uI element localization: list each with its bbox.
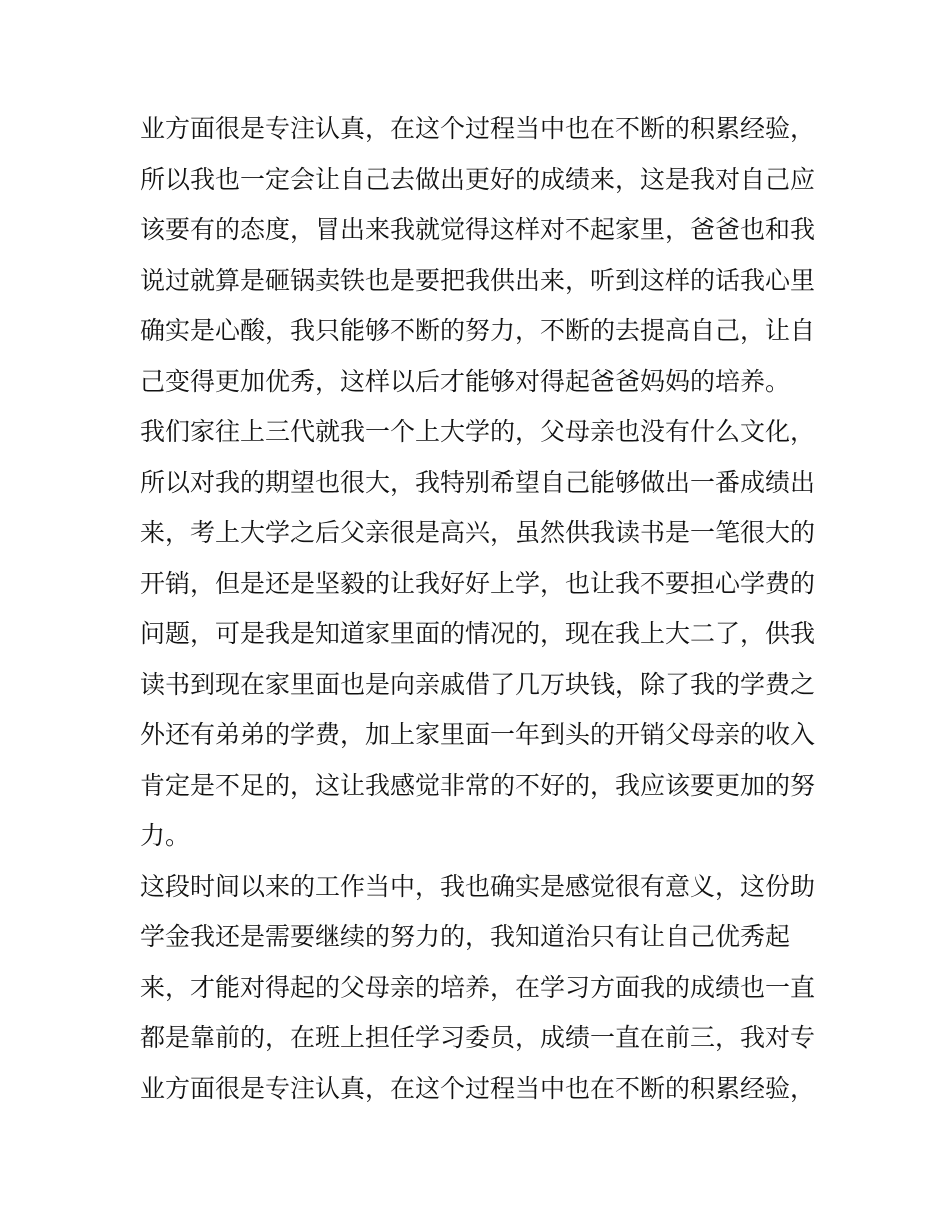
text-line: 来，考上大学之后父亲很是高兴，虽然供我读书是一笔很大的	[140, 518, 816, 547]
text-line: 所以对我的期望也很大，我特别希望自己能够做出一番成绩出	[140, 467, 816, 497]
text-line: 学金我还是需要继续的努力的，我知道治只有让自己优秀起	[140, 922, 791, 951]
text-line: 该要有的态度，冒出来我就觉得这样对不起家里，爸爸也和我	[140, 215, 816, 244]
text-line: 都是靠前的，在班上担任学习委员，成绩一直在前三，我对专	[140, 1023, 816, 1052]
text-line: 力。	[140, 821, 191, 850]
text-line: 说过就算是砸锅卖铁也是要把我供出来，听到这样的话我心里	[140, 265, 816, 295]
text-line: 肯定是不足的，这让我感觉非常的不好的，我应该要更加的努	[140, 770, 816, 800]
text-line: 来，才能对得起的父母亲的培养，在学习方面我的成绩也一直	[140, 972, 816, 1002]
text-line: 业方面很是专注认真，在这个过程当中也在不断的积累经验，	[140, 1073, 816, 1103]
text-line: 外还有弟弟的学费，加上家里面一年到头的开销父母亲的收入	[140, 720, 816, 749]
text-line: 所以我也一定会让自己去做出更好的成绩来，这是我对自己应	[140, 164, 816, 194]
text-line: 业方面很是专注认真，在这个过程当中也在不断的积累经验，	[140, 114, 816, 143]
text-line: 我们家往上三代就我一个上大学的，父母亲也没有什么文化，	[140, 417, 816, 446]
text-line: 开销，但是还是坚毅的让我好好上学，也让我不要担心学费的	[140, 568, 816, 598]
text-line: 问题，可是我是知道家里面的情况的，现在我上大二了，供我	[140, 619, 816, 648]
text-line: 己变得更加优秀，这样以后才能够对得起爸爸妈妈的培养。	[140, 366, 791, 396]
text-line: 确实是心酸，我只能够不断的努力，不断的去提高自己，让自	[140, 316, 816, 345]
text-line: 读书到现在家里面也是向亲戚借了几万块钱，除了我的学费之	[140, 669, 816, 699]
text-line: 这段时间以来的工作当中，我也确实是感觉很有意义，这份助	[140, 871, 816, 901]
body-text	[140, 104, 820, 1114]
